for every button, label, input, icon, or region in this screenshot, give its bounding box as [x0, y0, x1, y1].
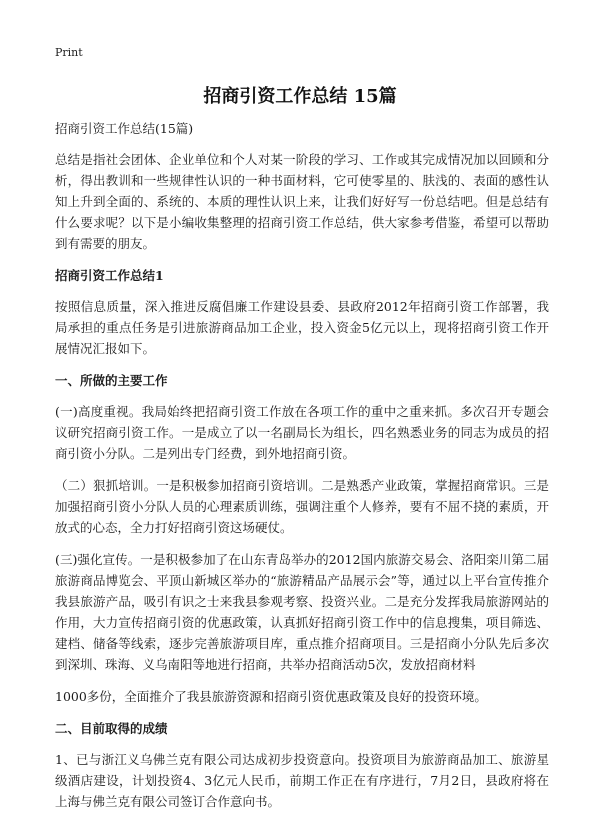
- page-title: 招商引资工作总结 15篇: [203, 86, 397, 107]
- section-heading-summary-1: 招商引资工作总结1: [55, 268, 164, 283]
- work-item-3-continuation: 1000多份，全面推介了我县旅游资源和招商引资优惠政策及良好的投资环境。: [55, 689, 487, 704]
- result-item-1-paragraph: 1、已与浙江义乌佛兰克有限公司达成初步投资意向。投资项目为旅游商品加工、旅游星级酒店建设，计划投资4、3亿元人民币，前期工作正在有序进行，7月2日，县政府将在上海与佛兰克有限公司签订合作意向书。: [55, 752, 549, 809]
- section1-intro-paragraph: 按照信息质量，深入推进反腐倡廉工作建设县委、县政府2012年招商引资工作部署，我局承担的重点任务是引进旅游商品加工企业，投入资金5亿元以上，现将招商引资工作开展情况汇报如下。: [55, 299, 549, 356]
- intro-paragraph: 总结是指社会团体、企业单位和个人对某一阶段的学习、工作或其完成情况加以回顾和分析，得出教训和一些规律性认识的一种书面材料，它可使零星的、肤浅的、表面的感性认知上升到全面的、系统的、本质的理性认识上来，让我们好好写一份总结吧。但是总结有什么要求呢？以下是小编收集整理的招商引资工作总结，供大家参考借鉴，希望可以帮助到有需要的朋友。: [55, 152, 549, 251]
- work-item-1-paragraph: (一)高度重视。我局始终把招商引资工作放在各项工作的重中之重来抓。多次召开专题会议研究招商引资工作。一是成立了以一名副局长为组长，四名熟悉业务的同志为成员的招商引资小分队。二是列出专门经费，到外地招商引资。: [55, 404, 549, 461]
- work-item-3-paragraph: (三)强化宣传。一是积极参加了在山东青岛举办的2012国内旅游交易会、洛阳栾川第二届旅游商品博览会、平顶山新城区举办的“旅游精品产品展示会”等，通过以上平台宣传推介我县旅游产品，吸引有识之士来我县参观考察、投资兴业。二是充分发挥我局旅游网站的作用，大力宣传招商引资的优惠政策，认真抓好招商引资工作中的信息搜集，项目筛选、建档、储备等线索，逐步完善旅游项目库，重点推介招商项目。三是招商小分队先后多次到深圳、珠海、义乌南阳等地进行招商，共举办招商活动5次，发放招商材料: [55, 552, 549, 672]
- heading-main-work: 一、所做的主要工作: [55, 373, 168, 388]
- heading-results: 二、目前取得的成绩: [55, 721, 168, 736]
- document-body: [55, 118, 549, 823]
- document-subtitle: 招商引资工作总结(15篇): [55, 121, 194, 136]
- print-label: Print: [55, 46, 83, 59]
- work-item-2-paragraph: （二）狠抓培训。一是积极参加招商引资培训。二是熟悉产业政策，掌握招商常识。三是加强招商引资小分队人员的心理素质训练，强调注重个人修养，要有不屈不挠的素质，开放式的心态，全力打好招商引资这场硬仗。: [55, 478, 549, 535]
